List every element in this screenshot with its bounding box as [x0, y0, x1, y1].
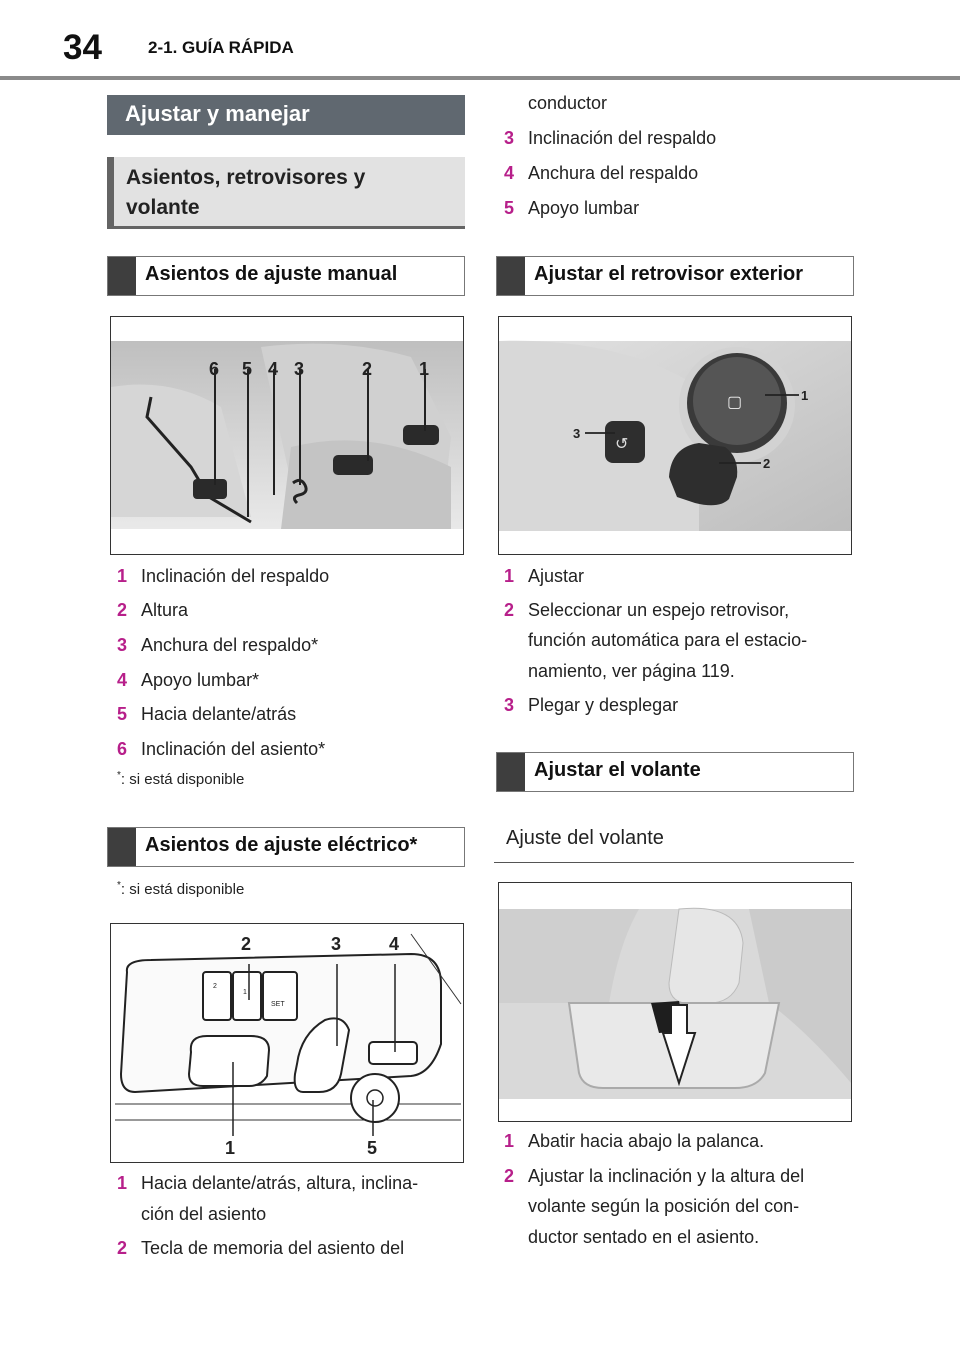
wheel-subheading [494, 818, 854, 863]
electric-callout-1: 1 [225, 1138, 236, 1158]
manual-seats-title: Asientos de ajuste manual [145, 263, 398, 285]
wheel-figure [498, 882, 852, 1122]
manual-callout-1: 1 [419, 359, 430, 379]
svg-text:↺: ↺ [615, 436, 629, 453]
heading-marker [108, 257, 136, 295]
footnote-text: : si está disponible [120, 771, 245, 788]
electric-callout-2: 2 [241, 934, 252, 954]
item-text: Hacia delante/atrás [141, 704, 297, 724]
manual-callout-3: 3 [294, 359, 305, 379]
item-number: 1 [117, 1173, 128, 1193]
item-number: 2 [504, 1166, 515, 1186]
wheel-item-2-cont: ductor sentado en el asiento. [528, 1227, 760, 1247]
footnote-mark: * [117, 770, 121, 781]
wheel-title: Ajustar el volante [534, 759, 701, 781]
subsection-line1: Asientos, retrovisores y [126, 166, 366, 189]
item-number: 5 [117, 704, 128, 724]
item-text: Inclinación del respaldo [528, 128, 717, 148]
item-number: 1 [504, 566, 515, 586]
header-rule [0, 76, 960, 80]
item-text: Hacia delante/atrás, altura, inclina- [141, 1173, 419, 1193]
heading-marker [497, 753, 525, 791]
manual-seats-heading [107, 256, 465, 296]
manual-callout-5: 5 [242, 359, 253, 379]
item-number: 2 [504, 600, 515, 620]
heading-marker [497, 257, 525, 295]
item-text: Anchura del respaldo [528, 163, 699, 183]
item-number: 4 [504, 163, 515, 183]
mirror-callout-2: 2 [763, 456, 771, 471]
item-text: Apoyo lumbar* [141, 670, 260, 690]
item-text: Altura [141, 600, 189, 620]
item-text: Ajustar la inclinación y la altura del [528, 1166, 805, 1186]
item-number: 4 [117, 670, 128, 690]
item-text: Tecla de memoria del asiento del [141, 1238, 405, 1258]
electric-item-1-cont: ción del asiento [141, 1204, 267, 1224]
item-number: 3 [504, 695, 515, 715]
mirror-item-2-cont: función automática para el estacio- [528, 630, 808, 650]
item-number: 2 [117, 1238, 128, 1258]
item-number: 5 [504, 198, 515, 218]
footnote-mark: * [117, 880, 121, 891]
electric-callout-5: 5 [367, 1138, 378, 1158]
manual-callout-4: 4 [268, 359, 279, 379]
manual-footnote [117, 770, 244, 788]
electric-callout-3: 3 [331, 934, 342, 954]
mirror-item-2-cont: namiento, ver página 119. [528, 661, 735, 681]
item-text: Anchura del respaldo* [141, 635, 319, 655]
item-number: 1 [504, 1131, 515, 1151]
item-text: Inclinación del asiento* [141, 739, 326, 759]
heading-marker [108, 828, 136, 866]
subsection-line2: volante [126, 196, 200, 219]
electric-seat-figure [110, 923, 464, 1163]
wheel-item-2-cont: volante según la posición del con- [528, 1196, 800, 1216]
electric-seats-heading [107, 827, 465, 867]
item-text: Inclinación del respaldo [141, 566, 330, 586]
item-text: Plegar y desplegar [528, 695, 679, 715]
svg-text:▢: ▢ [727, 394, 743, 411]
mirror-heading [496, 256, 854, 296]
manual-callout-2: 2 [362, 359, 373, 379]
wheel-subheading-text: Ajuste del volante [506, 827, 664, 849]
section-banner-text: Ajustar y manejar [125, 101, 310, 126]
memory-button-label: 1 [243, 989, 247, 996]
footnote-text: : si está disponible [120, 881, 245, 898]
item-number: 3 [117, 635, 128, 655]
mirror-callout-3: 3 [573, 426, 581, 441]
mirror-title: Ajustar el retrovisor exterior [534, 263, 803, 285]
electric-seats-title: Asientos de ajuste eléctrico* [145, 834, 418, 856]
item-text: Seleccionar un espejo retrovisor, [528, 600, 790, 620]
section-banner [107, 95, 465, 135]
page-number: 34 [63, 28, 102, 67]
wheel-heading [496, 752, 854, 792]
manual-seat-figure [110, 316, 464, 555]
item-text: Apoyo lumbar [528, 198, 640, 218]
subsection-banner [107, 157, 465, 229]
item-text: Ajustar [528, 566, 585, 586]
electric-item-2-cont: conductor [528, 93, 608, 113]
set-button-label: SET [271, 1001, 285, 1008]
electric-callout-4: 4 [389, 934, 400, 954]
item-number: 3 [504, 128, 515, 148]
mirror-figure [498, 316, 852, 555]
manual-callout-6: 6 [209, 359, 220, 379]
item-text: Abatir hacia abajo la palanca. [528, 1131, 765, 1151]
item-number: 1 [117, 566, 128, 586]
electric-footnote [117, 880, 244, 898]
chapter-title: 2-1. GUÍA RÁPIDA [148, 38, 294, 57]
memory-button-label: 2 [213, 983, 217, 990]
item-number: 6 [117, 739, 128, 759]
item-number: 2 [117, 600, 128, 620]
mirror-callout-1: 1 [801, 388, 809, 403]
